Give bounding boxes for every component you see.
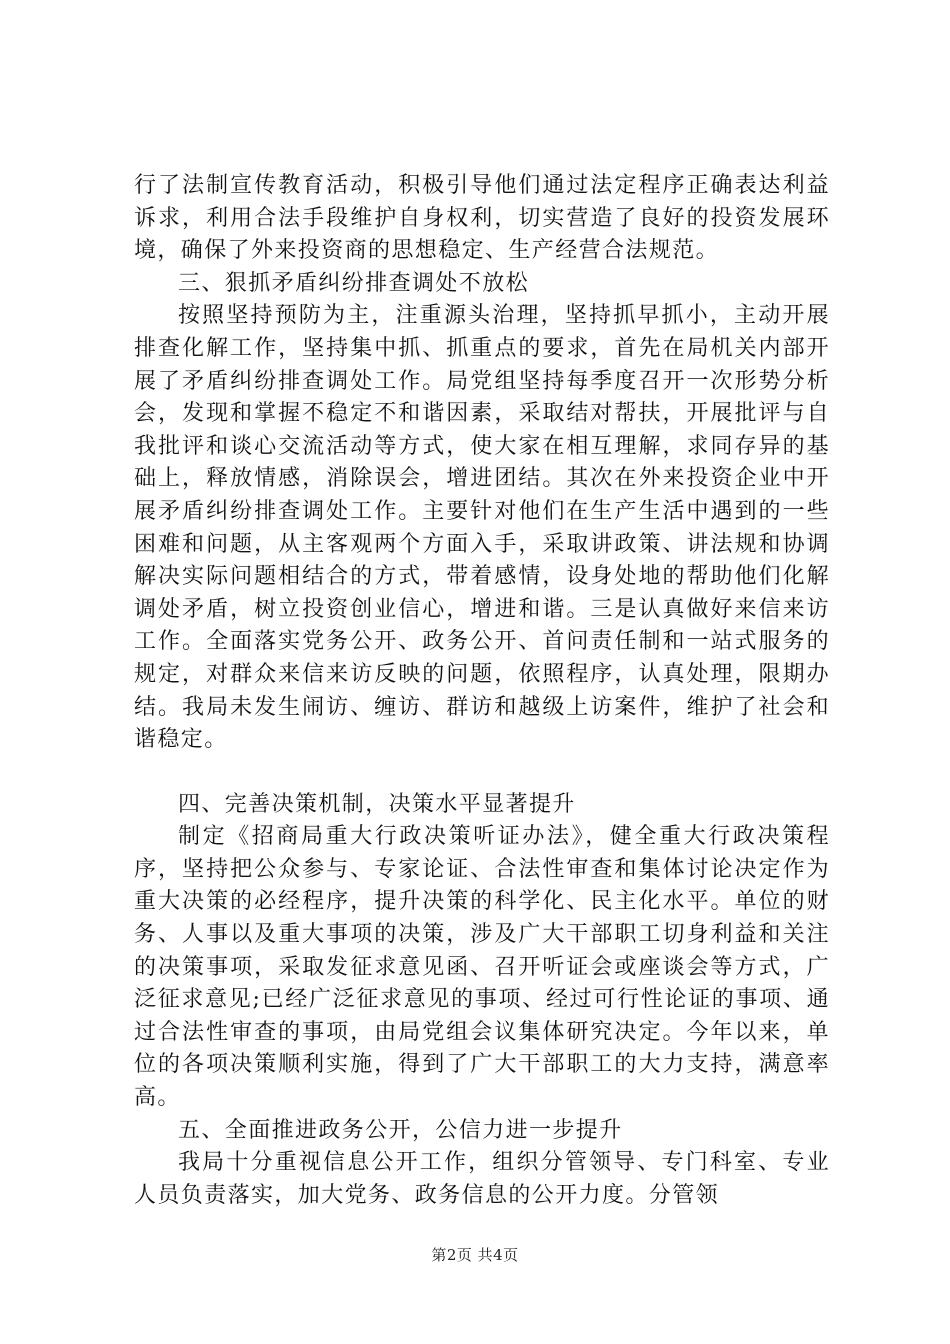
section-heading-3: 三、狠抓矛盾纠纷排查调处不放松 bbox=[178, 270, 530, 296]
document-body bbox=[134, 170, 830, 1212]
paragraph-section-5: 我局十分重视信息公开工作，组织分管领导、专门科室、专业人员负责落实，加大党务、政务信息的公开力度。分管领 bbox=[134, 1150, 830, 1208]
section-heading-5: 五、全面推进政务公开，公信力进一步提升 bbox=[178, 1117, 623, 1143]
paragraph-section-4: 制定《招商局重大行政决策听证办法》，健全重大行政决策程序，坚持把公众参与、专家论证、合法性审查和集体讨论决定作为重大决策的必经程序，提升决策的科学化、民主化水平。单位的财务、人事以及重大事项的决策，涉及广大干部职工切身利益和关注的决策事项，采取发征求意见函、召开听证会或座谈会等方式，广泛征求意见;已经广泛征求意见的事项、经过可行性论证的事项、通过合法性审查的事项，由局党组会议集体研究决定。今年以来，单位的各项决策顺利实施，得到了广大干部职工的大力支持，满意率高。 bbox=[134, 824, 830, 1111]
paragraph-section-3: 按照坚持预防为主，注重源头治理，坚持抓早抓小，主动开展排查化解工作，坚持集中抓、抓重点的要求，首先在局机关内部开展了矛盾纠纷排查调处工作。局党组坚持每季度召开一次形势分析会，发现和掌握不稳定不和谐因素，采取结对帮扶，开展批评与自我批评和谈心交流活动等方式，使大家在相互理解，求同存异的基础上，释放情感，消除误会，增进团结。其次在外来投资企业中开展矛盾纠纷排查调处工作。主要针对他们在生产生活中遇到的一些困难和问题，从主客观两个方面入手，采取讲政策、讲法规和协调解决实际问题相结合的方式，带着感情，设身处地的帮助他们化解调处矛盾，树立投资创业信心，增进和谐。三是认真做好来信来访工作。全面落实党务公开、政务公开、首问责任制和一站式服务的规定，对群众来信来访反映的问题，依照程序，认真处理，限期办结。我局未发生闹访、缠访、群访和越级上访案件，维护了社会和谐稳定。 bbox=[134, 303, 830, 753]
paragraph-continuation: 行了法制宣传教育活动，积极引导他们通过法定程序正确表达利益诉求，利用合法手段维护自身权利，切实营造了良好的投资发展环境，确保了外来投资商的思想稳定、生产经营合法规范。 bbox=[134, 173, 830, 264]
paragraph-spacer bbox=[134, 757, 830, 789]
page-number-footer: 第2页 共4页 bbox=[431, 1246, 519, 1264]
section-heading-4: 四、完善决策机制，决策水平显著提升 bbox=[178, 791, 576, 817]
